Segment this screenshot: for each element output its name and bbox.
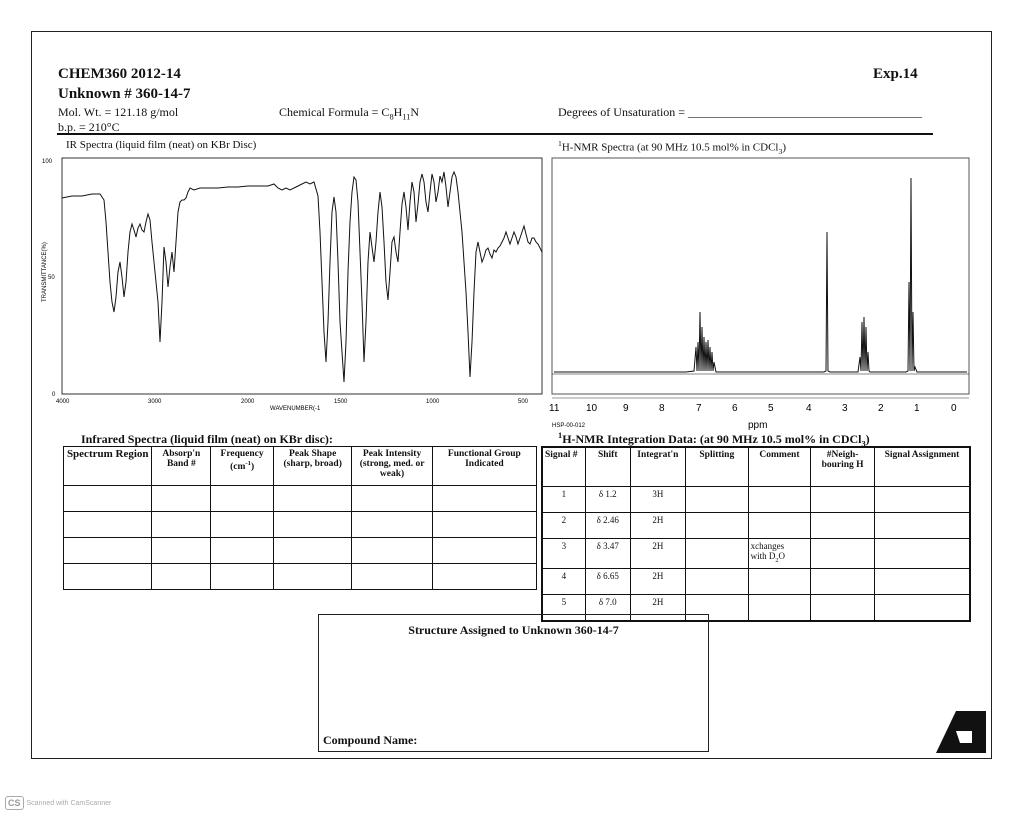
ir-cell[interactable] xyxy=(152,564,211,590)
nmr-integration: 2H xyxy=(630,539,685,569)
experiment-number: Exp.14 xyxy=(873,66,918,82)
ir-data-table xyxy=(63,446,537,590)
nmr-signal-number: 1 xyxy=(542,487,585,513)
ir-caption: IR Spectra (liquid film (neat) on KBr Disc) xyxy=(66,139,257,151)
nmr-splitting-cell[interactable] xyxy=(686,513,749,539)
nmr-col-splitting: Splitting xyxy=(686,447,749,487)
nmr-signal-number: 2 xyxy=(542,513,585,539)
ir-cell[interactable] xyxy=(152,512,211,538)
table-row xyxy=(64,538,537,564)
nmr-x-tick-10: 10 xyxy=(586,403,598,414)
ir-cell[interactable] xyxy=(64,512,152,538)
table-row xyxy=(542,539,970,569)
ir-plot-frame xyxy=(62,158,542,394)
course-title: CHEM360 2012-14 xyxy=(58,66,181,82)
molecular-weight: Mol. Wt. = 121.18 g/mol xyxy=(58,105,179,119)
nmr-integration: 2H xyxy=(630,568,685,594)
structure-title: Structure Assigned to Unknown 360-14-7 xyxy=(408,623,619,637)
ir-spectrum-chart xyxy=(38,152,550,414)
unknown-id: Unknown # 360-14-7 xyxy=(58,86,191,102)
nmr-data-table xyxy=(541,446,971,622)
ir-col-band: Absorp'n Band # xyxy=(152,447,211,486)
table-row xyxy=(542,513,970,539)
nmr-splitting-cell[interactable] xyxy=(686,487,749,513)
nmr-col-assignment: Signal Assignment xyxy=(874,447,970,487)
nmr-x-tick-6: 6 xyxy=(732,403,738,414)
nmr-comment[interactable] xyxy=(748,513,811,539)
nmr-comment[interactable] xyxy=(748,594,811,621)
ir-table-header xyxy=(64,447,537,486)
nmr-signal-number: 4 xyxy=(542,568,585,594)
nmr-caption: $^1$H-NMR Spectra (at 90 MHz 10.5 mol% in CDCl$_3$) xyxy=(558,139,786,156)
nmr-x-tick-2: 2 xyxy=(878,403,884,414)
compound-name-label: Compound Name: xyxy=(323,733,418,747)
nmr-splitting-cell[interactable] xyxy=(686,539,749,569)
nmr-x-tick-0: 0 xyxy=(951,403,957,414)
camscanner-text: Scanned with CamScanner xyxy=(26,799,112,807)
nmr-splitting-cell[interactable] xyxy=(686,568,749,594)
ir-col-frequency: Frequency $(cm^{-1})$ xyxy=(211,447,274,486)
ir-cell[interactable] xyxy=(432,538,536,564)
nmr-neighbours-cell[interactable] xyxy=(811,513,875,539)
nmr-x-tick-11: 11 xyxy=(549,403,560,414)
nmr-x-tick-7: 7 xyxy=(696,403,702,414)
ir-trace xyxy=(62,172,542,382)
nmr-shift: δ 6.65 xyxy=(585,568,630,594)
nmr-comment xyxy=(748,539,811,569)
ir-cell[interactable] xyxy=(64,486,152,512)
nmr-assignment-cell[interactable] xyxy=(874,513,970,539)
nmr-neighbours-cell[interactable] xyxy=(811,539,875,569)
nmr-neighbours-cell[interactable] xyxy=(811,568,875,594)
ir-cell[interactable] xyxy=(352,538,432,564)
ir-col-functional-group: Functional Group Indicated xyxy=(432,447,536,486)
nmr-comment[interactable] xyxy=(748,568,811,594)
ir-cell[interactable] xyxy=(352,512,432,538)
nmr-col-comment: Comment xyxy=(748,447,811,487)
nmr-assignment-cell[interactable] xyxy=(874,487,970,513)
ir-x-axis-label: WAVENUMBER(-1 xyxy=(270,406,321,412)
nmr-trace xyxy=(554,178,967,372)
ir-cell[interactable] xyxy=(64,564,152,590)
ir-col-region: Spectrum Region xyxy=(64,447,152,486)
nmr-shift: δ 2.46 xyxy=(585,513,630,539)
nmr-assignment-cell[interactable] xyxy=(874,594,970,621)
ir-y-tick-0: 0 xyxy=(52,392,56,398)
nmr-assignment-cell[interactable] xyxy=(874,568,970,594)
nmr-comment[interactable] xyxy=(748,487,811,513)
nmr-x-tick-3: 3 xyxy=(842,403,848,414)
nmr-signal-number: 3 xyxy=(542,539,585,569)
nmr-integration: 3H xyxy=(630,487,685,513)
nmr-x-tick-8: 8 xyxy=(659,403,665,414)
nmr-signal-number: 5 xyxy=(542,594,585,621)
ir-x-tick-4000: 4000 xyxy=(56,399,70,405)
ir-cell[interactable] xyxy=(211,512,274,538)
ir-x-tick-1500: 1500 xyxy=(334,399,348,405)
table-row xyxy=(64,564,537,590)
ir-y-tick-50: 50 xyxy=(48,275,55,281)
nmr-neighbours-cell[interactable] xyxy=(811,594,875,621)
nmr-shift: δ 7.0 xyxy=(585,594,630,621)
table-row xyxy=(542,487,970,513)
d2o-exchange-note: xchanges with $D_2O$ xyxy=(750,541,786,564)
ir-cell[interactable] xyxy=(152,538,211,564)
ir-table-title: Infrared Spectra (liquid film (neat) on KBr disc): xyxy=(81,432,333,446)
nmr-shift: δ 3.47 xyxy=(585,539,630,569)
ir-x-tick-2000: 2000 xyxy=(241,399,255,405)
nmr-integration: 2H xyxy=(630,513,685,539)
ir-cell[interactable] xyxy=(352,486,432,512)
nmr-plot-frame xyxy=(552,158,969,394)
nmr-table-header xyxy=(542,447,970,487)
table-row xyxy=(64,486,537,512)
ir-cell[interactable] xyxy=(432,564,536,590)
ir-cell[interactable] xyxy=(211,538,274,564)
nmr-x-axis-label: ppm xyxy=(748,420,768,431)
nmr-x-tick-5: 5 xyxy=(768,403,774,414)
formula-value: $C_8H_{11}N$ xyxy=(381,105,420,122)
ir-cell[interactable] xyxy=(152,486,211,512)
boiling-point: b.p. = 210°C xyxy=(58,120,120,134)
nmr-table-title: $^1$H-NMR Integration Data: (at 90 MHz 10.5 mol% in CDCl$_3$) xyxy=(558,431,870,449)
ir-cell[interactable] xyxy=(274,486,352,512)
ir-x-tick-3000: 3000 xyxy=(148,399,162,405)
ir-x-tick-1000: 1000 xyxy=(426,399,440,405)
ir-col-intensity: Peak Intensity (strong, med. or weak) xyxy=(352,447,432,486)
ir-cell[interactable] xyxy=(274,538,352,564)
ir-cell[interactable] xyxy=(64,538,152,564)
table-row xyxy=(542,568,970,594)
university-logo xyxy=(936,709,988,755)
header-divider xyxy=(57,133,933,135)
nmr-sample-code: HSP-00-012 xyxy=(552,423,586,429)
ir-cell[interactable] xyxy=(211,486,274,512)
ir-x-tick-500: 500 xyxy=(518,399,529,405)
ir-cell[interactable] xyxy=(432,512,536,538)
nmr-col-integration: Integrat'n xyxy=(630,447,685,487)
nmr-spectrum-chart xyxy=(546,152,974,444)
nmr-integration: 2H xyxy=(630,594,685,621)
ir-cell[interactable] xyxy=(211,564,274,590)
table-row xyxy=(64,512,537,538)
camscanner-icon: CS xyxy=(5,796,24,810)
ir-col-shape: Peak Shape (sharp, broad) xyxy=(274,447,352,486)
nmr-col-neighbouring: #Neigh-bouring H xyxy=(811,447,875,487)
structure-answer-box[interactable] xyxy=(318,614,709,752)
nmr-x-tick-1: 1 xyxy=(914,403,920,414)
nmr-neighbours-cell[interactable] xyxy=(811,487,875,513)
ir-cell[interactable] xyxy=(352,564,432,590)
ir-y-axis-label: TRANSMITTANCE(%) xyxy=(42,242,48,302)
camscanner-watermark xyxy=(5,796,111,810)
nmr-assignment-cell[interactable] xyxy=(874,539,970,569)
nmr-shift: δ 1.2 xyxy=(585,487,630,513)
nmr-x-tick-4: 4 xyxy=(806,403,812,414)
nmr-x-tick-9: 9 xyxy=(623,403,629,414)
ir-y-tick-100: 100 xyxy=(42,159,53,165)
nmr-col-shift: Shift xyxy=(585,447,630,487)
ir-cell[interactable] xyxy=(274,512,352,538)
nmr-col-signal: Signal # xyxy=(542,447,585,487)
chemical-formula: Chemical Formula = $C_8H_{11}N$ xyxy=(279,105,420,122)
ir-cell[interactable] xyxy=(274,564,352,590)
degrees-of-unsaturation: Degrees of Unsaturation = _______________________________________ xyxy=(558,105,923,119)
ir-cell[interactable] xyxy=(432,486,536,512)
